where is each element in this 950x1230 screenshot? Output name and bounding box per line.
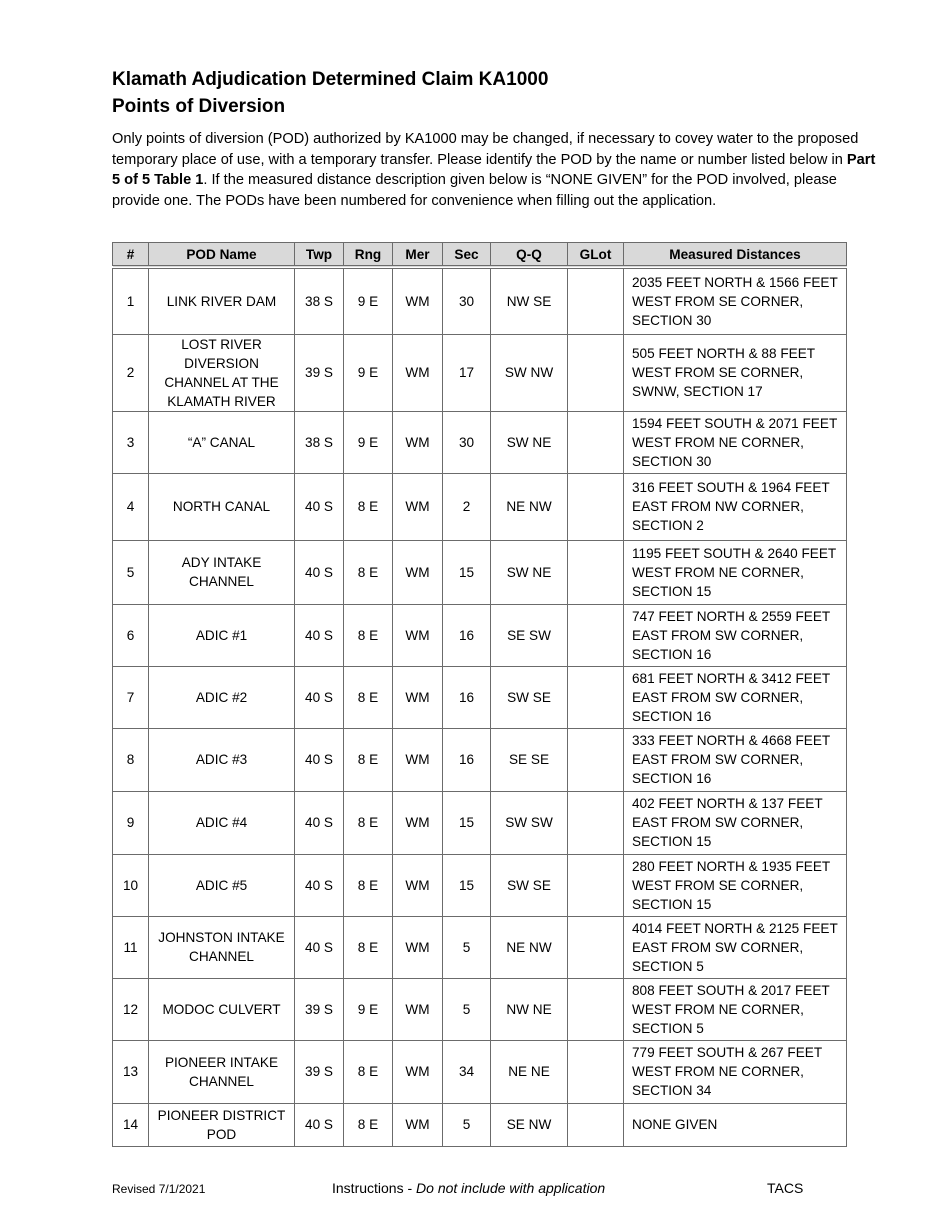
cell-twp: 40 S	[295, 791, 344, 854]
cell-qq: NW SE	[491, 267, 568, 334]
cell-mer: WM	[393, 728, 443, 791]
footer-org: TACS	[767, 1180, 804, 1196]
cell-rng: 8 E	[344, 604, 393, 666]
cell-twp: 39 S	[295, 1040, 344, 1103]
cell-pod-name: NORTH CANAL	[149, 473, 295, 540]
cell-measured-distance: 779 FEET SOUTH & 267 FEET WEST FROM NE CORNER, SECTION 34	[624, 1040, 847, 1103]
cell-twp: 40 S	[295, 916, 344, 978]
cell-glot	[568, 540, 624, 604]
cell-glot	[568, 411, 624, 473]
cell-sec: 34	[443, 1040, 491, 1103]
table-row	[113, 978, 847, 1040]
cell-qq: NE NE	[491, 1040, 568, 1103]
cell-qq: SE NW	[491, 1103, 568, 1146]
cell-twp: 40 S	[295, 604, 344, 666]
cell-sec: 5	[443, 916, 491, 978]
cell-glot	[568, 666, 624, 728]
cell-qq: SW SE	[491, 854, 568, 916]
table-row	[113, 1040, 847, 1103]
cell-glot	[568, 728, 624, 791]
cell-rng: 8 E	[344, 540, 393, 604]
cell-measured-distance: 280 FEET NORTH & 1935 FEET WEST FROM SE CORNER, SECTION 15	[624, 854, 847, 916]
cell-glot	[568, 267, 624, 334]
cell-mer: WM	[393, 540, 443, 604]
footer-instructions-note: Do not include with application	[416, 1180, 606, 1196]
cell-rng: 9 E	[344, 334, 393, 411]
cell-number: 9	[113, 791, 149, 854]
cell-rng: 8 E	[344, 728, 393, 791]
cell-number: 14	[113, 1103, 149, 1146]
cell-mer: WM	[393, 334, 443, 411]
cell-number: 2	[113, 334, 149, 411]
cell-mer: WM	[393, 473, 443, 540]
column-header-twp: Twp	[295, 243, 344, 268]
cell-measured-distance: 1594 FEET SOUTH & 2071 FEET WEST FROM NE CORNER, SECTION 30	[624, 411, 847, 473]
cell-mer: WM	[393, 854, 443, 916]
footer-instructions	[332, 1180, 605, 1196]
cell-measured-distance: 402 FEET NORTH & 137 FEET EAST FROM SW CORNER, SECTION 15	[624, 791, 847, 854]
cell-rng: 8 E	[344, 791, 393, 854]
cell-sec: 30	[443, 267, 491, 334]
cell-pod-name: PIONEER DISTRICT POD	[149, 1103, 295, 1146]
cell-number: 13	[113, 1040, 149, 1103]
cell-mer: WM	[393, 1103, 443, 1146]
cell-measured-distance: NONE GIVEN	[624, 1103, 847, 1146]
cell-number: 1	[113, 267, 149, 334]
table-row	[113, 854, 847, 916]
title-line-1: Klamath Adjudication Determined Claim KA1000	[112, 69, 549, 90]
cell-measured-distance: 681 FEET NORTH & 3412 FEET EAST FROM SW CORNER, SECTION 16	[624, 666, 847, 728]
cell-mer: WM	[393, 267, 443, 334]
column-header-measured-distances: Measured Distances	[624, 243, 847, 268]
column-header-pod-name: POD Name	[149, 243, 295, 268]
cell-mer: WM	[393, 604, 443, 666]
cell-pod-name: LOST RIVER DIVERSION CHANNEL AT THE KLAMATH RIVER	[149, 334, 295, 411]
pod-table	[112, 242, 847, 1147]
cell-measured-distance: 505 FEET NORTH & 88 FEET WEST FROM SE CORNER, SWNW, SECTION 17	[624, 334, 847, 411]
cell-qq: SE SE	[491, 728, 568, 791]
table-row	[113, 791, 847, 854]
column-header-sec: Sec	[443, 243, 491, 268]
cell-glot	[568, 791, 624, 854]
cell-twp: 40 S	[295, 540, 344, 604]
cell-sec: 16	[443, 728, 491, 791]
cell-sec: 30	[443, 411, 491, 473]
cell-pod-name: ADIC #2	[149, 666, 295, 728]
cell-pod-name: ADIC #3	[149, 728, 295, 791]
cell-pod-name: LINK RIVER DAM	[149, 267, 295, 334]
cell-twp: 40 S	[295, 854, 344, 916]
cell-mer: WM	[393, 978, 443, 1040]
cell-rng: 8 E	[344, 1040, 393, 1103]
page-title	[112, 66, 872, 120]
cell-qq: SW SE	[491, 666, 568, 728]
cell-pod-name: PIONEER INTAKE CHANNEL	[149, 1040, 295, 1103]
cell-rng: 9 E	[344, 267, 393, 334]
cell-rng: 8 E	[344, 916, 393, 978]
cell-number: 11	[113, 916, 149, 978]
cell-pod-name: “A” CANAL	[149, 411, 295, 473]
cell-sec: 5	[443, 978, 491, 1040]
cell-pod-name: ADY INTAKE CHANNEL	[149, 540, 295, 604]
cell-sec: 16	[443, 666, 491, 728]
cell-number: 5	[113, 540, 149, 604]
cell-twp: 40 S	[295, 1103, 344, 1146]
table-row	[113, 540, 847, 604]
cell-number: 4	[113, 473, 149, 540]
cell-twp: 38 S	[295, 411, 344, 473]
cell-qq: SW NE	[491, 411, 568, 473]
cell-rng: 8 E	[344, 1103, 393, 1146]
page-footer	[112, 1180, 812, 1200]
cell-measured-distance: 2035 FEET NORTH & 1566 FEET WEST FROM SE CORNER, SECTION 30	[624, 267, 847, 334]
cell-rng: 9 E	[344, 411, 393, 473]
table-header-row	[113, 243, 847, 268]
cell-mer: WM	[393, 916, 443, 978]
cell-pod-name: MODOC CULVERT	[149, 978, 295, 1040]
table-row	[113, 411, 847, 473]
cell-twp: 40 S	[295, 473, 344, 540]
intro-paragraph	[112, 129, 877, 211]
cell-glot	[568, 978, 624, 1040]
cell-sec: 15	[443, 540, 491, 604]
cell-rng: 8 E	[344, 473, 393, 540]
intro-bold-reference: Part 5 of 5 Table 1	[112, 151, 876, 188]
column-header-glot: GLot	[568, 243, 624, 268]
cell-sec: 5	[443, 1103, 491, 1146]
cell-glot	[568, 1040, 624, 1103]
cell-qq: NE NW	[491, 473, 568, 540]
cell-number: 6	[113, 604, 149, 666]
cell-sec: 15	[443, 791, 491, 854]
cell-rng: 8 E	[344, 666, 393, 728]
cell-qq: NW NE	[491, 978, 568, 1040]
cell-number: 8	[113, 728, 149, 791]
cell-twp: 39 S	[295, 334, 344, 411]
table-row	[113, 1103, 847, 1146]
table-row	[113, 666, 847, 728]
cell-measured-distance: 333 FEET NORTH & 4668 FEET EAST FROM SW CORNER, SECTION 16	[624, 728, 847, 791]
footer-instructions-prefix: Instructions -	[332, 1180, 417, 1196]
cell-number: 3	[113, 411, 149, 473]
cell-sec: 16	[443, 604, 491, 666]
title-line-2: Points of Diversion	[112, 96, 286, 117]
cell-rng: 9 E	[344, 978, 393, 1040]
cell-qq: NE NW	[491, 916, 568, 978]
cell-qq: SW NE	[491, 540, 568, 604]
cell-mer: WM	[393, 791, 443, 854]
cell-measured-distance: 1195 FEET SOUTH & 2640 FEET WEST FROM NE CORNER, SECTION 15	[624, 540, 847, 604]
cell-sec: 2	[443, 473, 491, 540]
cell-pod-name: ADIC #1	[149, 604, 295, 666]
cell-rng: 8 E	[344, 854, 393, 916]
table-row	[113, 604, 847, 666]
cell-qq: SW NW	[491, 334, 568, 411]
cell-mer: WM	[393, 1040, 443, 1103]
table-row	[113, 728, 847, 791]
column-header-number: #	[113, 243, 149, 268]
table-row	[113, 334, 847, 411]
intro-text-start: Only points of diversion (POD) authorized by KA1000 may be changed, if necessary to covey water to the proposed temporary place of use, with a temporary transfer. Please identify the POD by the name or number listed below in	[112, 131, 859, 168]
cell-number: 12	[113, 978, 149, 1040]
revised-date: Revised 7/1/2021	[112, 1182, 206, 1196]
cell-glot	[568, 334, 624, 411]
cell-measured-distance: 808 FEET SOUTH & 2017 FEET WEST FROM NE CORNER, SECTION 5	[624, 978, 847, 1040]
cell-twp: 39 S	[295, 978, 344, 1040]
cell-glot	[568, 1103, 624, 1146]
cell-glot	[568, 854, 624, 916]
cell-qq: SE SW	[491, 604, 568, 666]
cell-twp: 40 S	[295, 666, 344, 728]
cell-mer: WM	[393, 411, 443, 473]
column-header-rng: Rng	[344, 243, 393, 268]
cell-pod-name: JOHNSTON INTAKE CHANNEL	[149, 916, 295, 978]
cell-measured-distance: 4014 FEET NORTH & 2125 FEET EAST FROM SW CORNER, SECTION 5	[624, 916, 847, 978]
cell-glot	[568, 916, 624, 978]
cell-measured-distance: 747 FEET NORTH & 2559 FEET EAST FROM SW CORNER, SECTION 16	[624, 604, 847, 666]
cell-mer: WM	[393, 666, 443, 728]
table-body	[113, 267, 847, 1146]
cell-glot	[568, 604, 624, 666]
cell-twp: 40 S	[295, 728, 344, 791]
cell-glot	[568, 473, 624, 540]
cell-number: 7	[113, 666, 149, 728]
table-row	[113, 916, 847, 978]
cell-sec: 17	[443, 334, 491, 411]
cell-measured-distance: 316 FEET SOUTH & 1964 FEET EAST FROM NW CORNER, SECTION 2	[624, 473, 847, 540]
column-header-qq: Q-Q	[491, 243, 568, 268]
column-header-mer: Mer	[393, 243, 443, 268]
intro-text-end: . If the measured distance description given below is “NONE GIVEN” for the POD involved, please provide one. The PODs have been numbered for convenience when filling out the application.	[112, 172, 837, 209]
cell-pod-name: ADIC #5	[149, 854, 295, 916]
cell-twp: 38 S	[295, 267, 344, 334]
cell-sec: 15	[443, 854, 491, 916]
table-row	[113, 473, 847, 540]
table-row	[113, 267, 847, 334]
cell-number: 10	[113, 854, 149, 916]
cell-qq: SW SW	[491, 791, 568, 854]
cell-pod-name: ADIC #4	[149, 791, 295, 854]
